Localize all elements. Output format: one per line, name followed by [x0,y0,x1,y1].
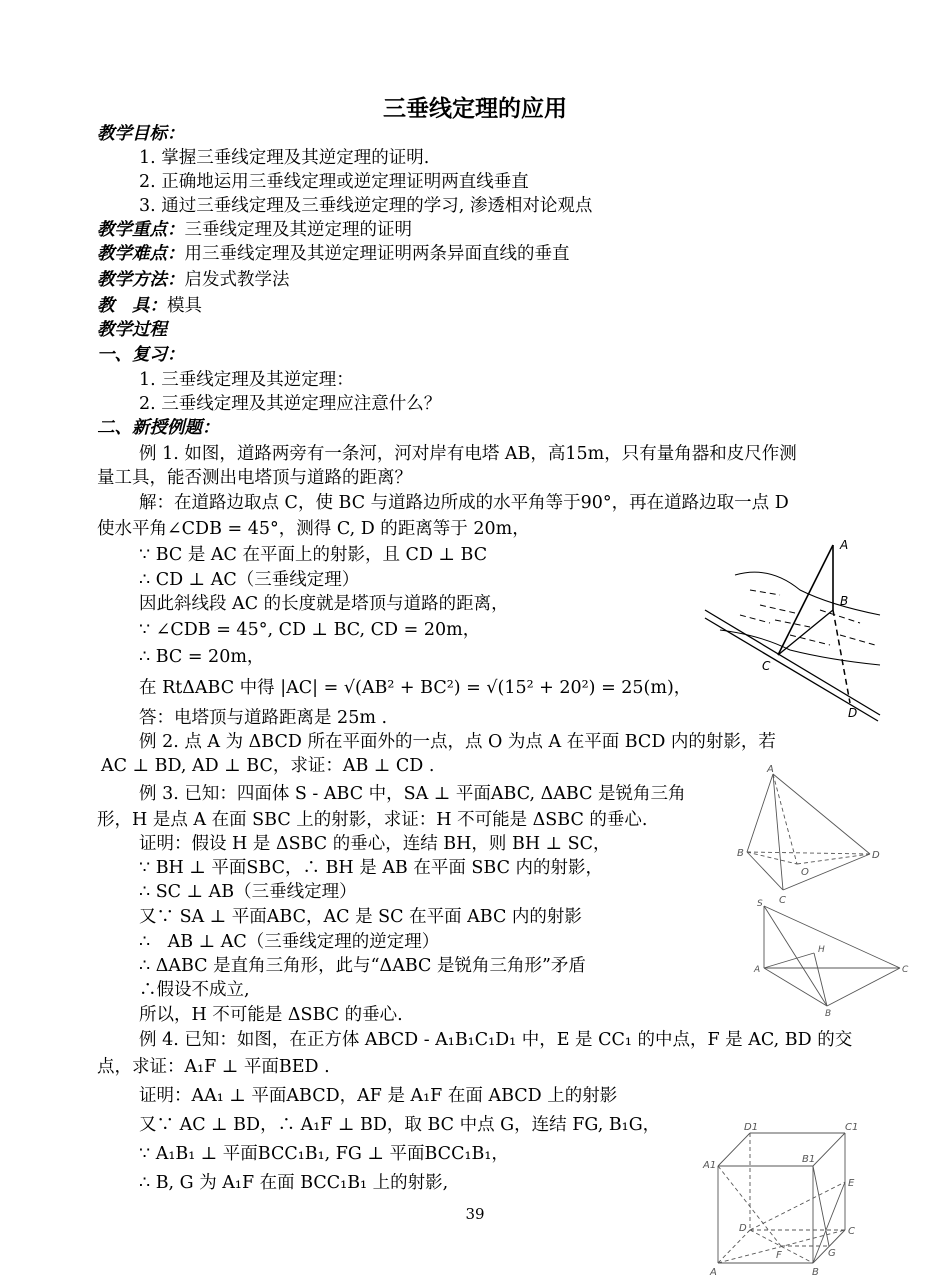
text-line: 量工具，能否测出电塔顶与道路的距离？ [97,468,412,488]
text-line: 又∵ AC ⊥ BD，∴ A₁F ⊥ BD，取 BC 中点 G，连结 FG, B₁G， [139,1115,661,1135]
figure-label: B [840,594,849,608]
text-line: 1. 三垂线定理及其逆定理： [139,370,354,390]
text-line: 使水平角∠CDB = 45°，测得 C, D 的距离等于 20m， [97,519,530,539]
figure-label: A [754,965,761,975]
text-line: ∵ BH ⊥ 平面SBC，∴ BH 是 AB 在平面 SBC 内的射影， [139,858,604,878]
figure-label: D [848,706,858,720]
text-line: ∵ ∠CDB = 45°, CD ⊥ BC, CD = 20m， [139,620,481,640]
text-line: 2. 正确地运用三垂线定理或逆定理证明两直线垂直 [139,172,529,192]
figure-tetrahedron-sabc [752,898,912,1018]
figure-tetrahedron-bcd [735,762,885,907]
text-line: 2. 三垂线定理及其逆定理应注意什么？ [139,394,442,414]
text-line: ∴ ΔABC 是直角三角形，此与“ΔABC 是锐角三角形”矛盾 [139,956,586,976]
text-line: 形，H 是点 A 在面 SBC 上的射影，求证：H 不可能是 ΔSBC 的垂心. [97,810,648,830]
page-title: 三垂线定理的应用 [383,96,567,122]
figure-label: C [902,965,909,975]
figure-label: O [801,867,809,878]
text-line: 教学难点：用三垂线定理及其逆定理证明两条异面直线的垂直 [97,244,570,264]
text-line: 教学重点：三垂线定理及其逆定理的证明 [97,220,412,240]
text-line: 二、新授例题： [97,418,220,438]
figure-label: G [828,1248,836,1259]
text-line: 教学过程 [97,320,167,340]
text-line: ∴ B, G 为 A₁F 在面 BCC₁B₁ 上的射影, [139,1173,449,1193]
figure-label: D [872,850,880,861]
text-line: ∴ CD ⊥ AC（三垂线定理） [139,570,360,590]
figure-label: D [739,1223,747,1234]
text-line: 因此斜线段 AC 的长度就是塔顶与道路的距离， [139,594,509,614]
figure-label: C [762,659,771,673]
figure-tower-road [700,535,890,725]
text-line: 例 2. 点 A 为 ΔBCD 所在平面外的一点，点 O 为点 A 在平面 BCD 内的射影，若 [139,732,776,752]
text-line: 一、复习： [97,345,185,365]
figure-label: B [825,1009,832,1018]
text-line: 例 3. 已知：四面体 S - ABC 中，SA ⊥ 平面ABC, ΔABC 是锐角三角 [139,784,686,804]
text-line: ∵ BC 是 AC 在平面上的射影，且 CD ⊥ BC [139,545,488,565]
text-line: 教学方法：启发式教学法 [97,270,290,290]
text-line: 3. 通过三垂线定理及三垂线逆定理的学习, 渗透相对论观点 [139,196,593,216]
text-line: 教 具：模具 [97,296,202,316]
figure-label: C [848,1226,855,1237]
figure-label: B [812,1267,819,1278]
figure-label: C1 [845,1122,859,1133]
figure-label: D1 [744,1122,759,1133]
page-number: 39 [465,1205,485,1223]
text-line: 所以，H 不可能是 ΔSBC 的垂心. [139,1005,403,1025]
text-line: 教学目标： [97,124,185,144]
figure-label: B1 [802,1154,816,1165]
text-line: ∴ SC ⊥ AB（三垂线定理） [139,882,357,902]
text-line: 答：电塔顶与道路距离是 25m . [139,708,388,728]
text-line: 在 RtΔABC 中得 |AC| = √(AB² + BC²) = √(15² + 20²) = 25(m)， [139,678,692,698]
figure-label: F [776,1250,782,1261]
figure-label: A [767,764,774,775]
figure-cube [700,1118,870,1278]
text-line: 1. 掌握三垂线定理及其逆定理的证明. [139,148,430,168]
figure-label: B [737,848,744,859]
text-line: 证明：假设 H 是 ΔSBC 的垂心，连结 BH，则 BH ⊥ SC， [139,834,611,854]
text-line: ∴假设不成立, [139,980,250,1000]
text-line: ∵ A₁B₁ ⊥ 平面BCC₁B₁, FG ⊥ 平面BCC₁B₁， [139,1144,509,1164]
text-line: ∴ BC = 20m， [139,647,265,667]
figure-label: E [848,1178,855,1189]
figure-label: C [779,895,786,906]
text-line: 点，求证：A₁F ⊥ 平面BED . [97,1057,330,1077]
text-line: 例 4. 已知：如图，在正方体 ABCD - A₁B₁C₁D₁ 中，E 是 CC₁ 的中点，F 是 AC, BD 的交 [139,1030,853,1050]
text-line: AC ⊥ BD, AD ⊥ BC，求证：AB ⊥ CD . [101,756,435,776]
text-line: ∴ AB ⊥ AC（三垂线定理的逆定理） [139,932,440,952]
figure-label: S [757,899,763,909]
figure-label: A [840,538,849,552]
figure-label: A1 [703,1160,717,1171]
text-line: 证明：AA₁ ⊥ 平面ABCD，AF 是 A₁F 在面 ABCD 上的射影 [139,1086,618,1106]
text-line: 例 1. 如图，道路两旁有一条河，河对岸有电塔 AB，高15m，只有量角器和皮尺作测 [139,444,797,464]
figure-label: H [818,945,825,955]
text-line: 又∵ SA ⊥ 平面ABC，AC 是 SC 在平面 ABC 内的射影 [139,907,582,927]
text-line: 解：在道路边取点 C，使 BC 与道路边所成的水平角等于90°，再在道路边取一点 D [139,493,789,513]
figure-label: A [710,1267,717,1278]
